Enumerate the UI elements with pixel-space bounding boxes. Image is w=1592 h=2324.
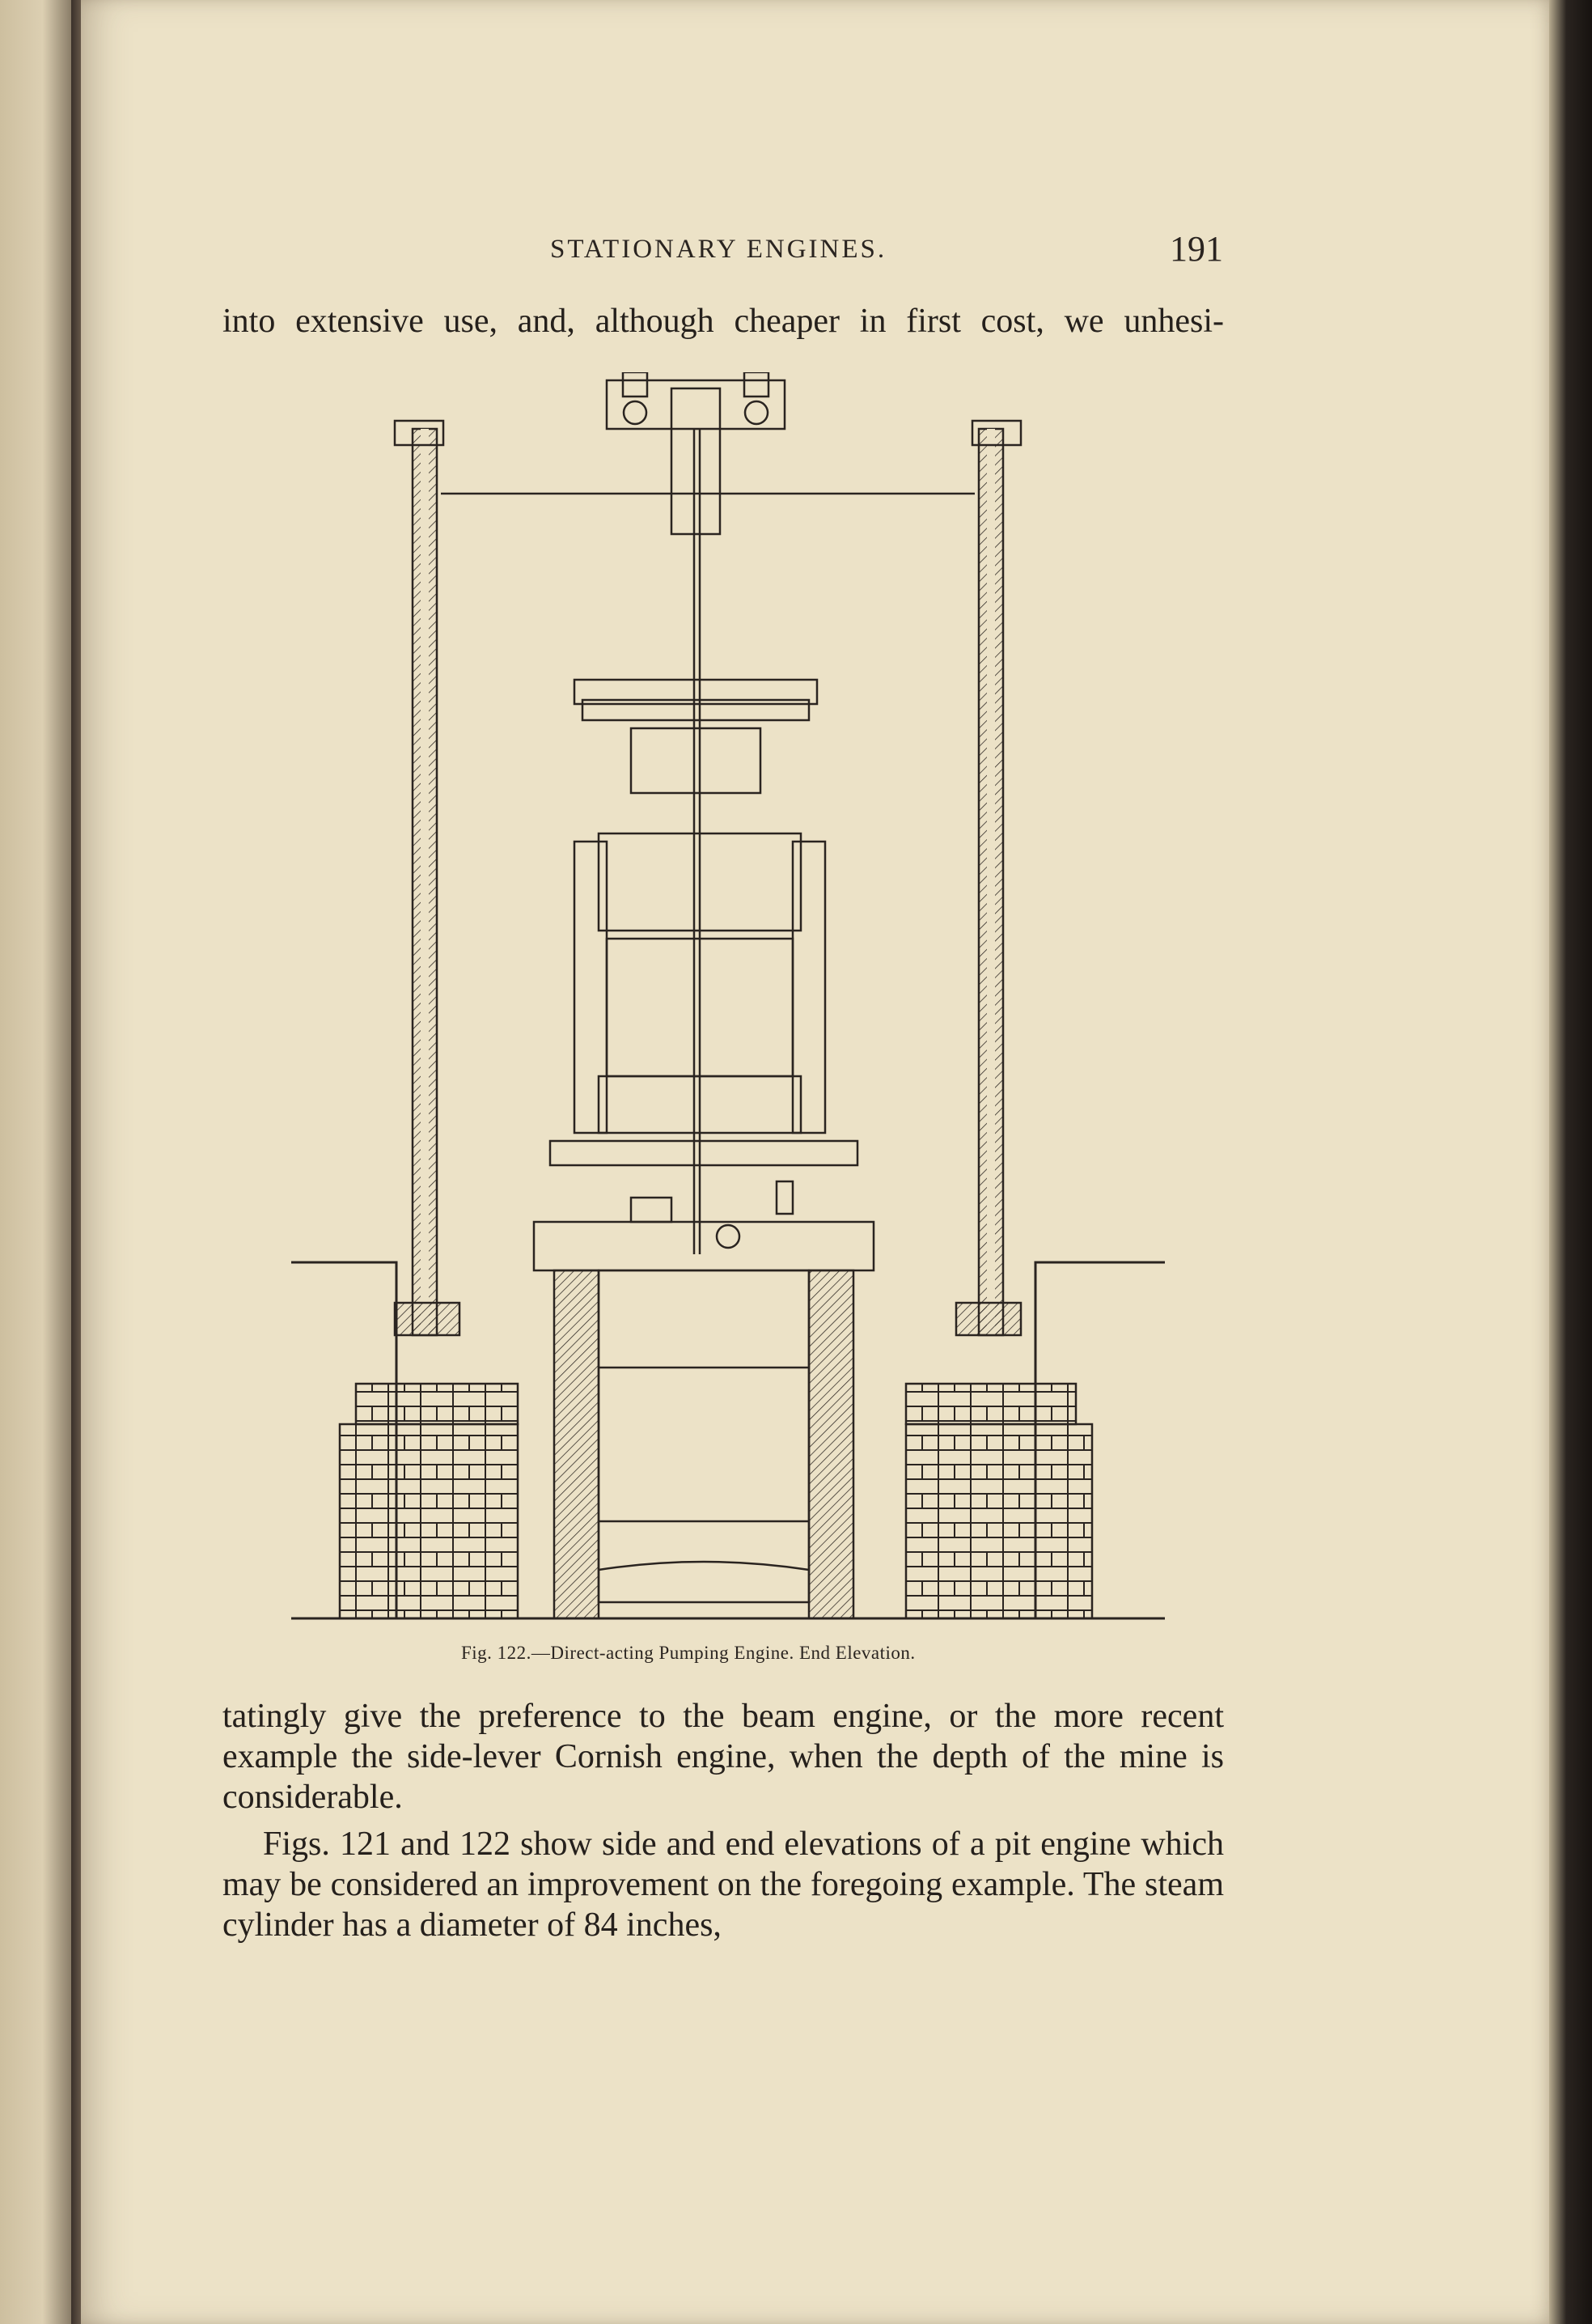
- engine-figure: [291, 372, 1197, 1635]
- left-column: [395, 421, 459, 1335]
- paragraph-2: Figs. 121 and 122 show side and end elevations of a pit engine which may be considered an improvement on the foregoing example. The steam cylinder has a diameter of 84 inches,: [222, 1826, 1224, 1944]
- crosshead: [607, 372, 785, 534]
- left-masonry: [340, 1384, 518, 1618]
- right-masonry: [906, 1384, 1092, 1618]
- figure-caption: Fig. 122.—Direct-acting Pumping Engine. End Elevation.: [461, 1643, 916, 1663]
- page-number: 191: [1170, 229, 1223, 269]
- paragraph-1: tatingly give the preference to the beam engine, or the more recent example the side-lever Cornish engine, when the depth of the mine is considerable.: [222, 1698, 1224, 1816]
- top-text-line: into extensive use, and, although cheaper in first cost, we unhesi-: [222, 303, 1224, 340]
- facing-page-edge: [0, 0, 71, 2324]
- shaft-walls: [554, 1270, 853, 1618]
- running-head: STATIONARY ENGINES.: [550, 235, 887, 264]
- page-edge-shadow: [1549, 0, 1592, 2324]
- right-column: [956, 421, 1021, 1335]
